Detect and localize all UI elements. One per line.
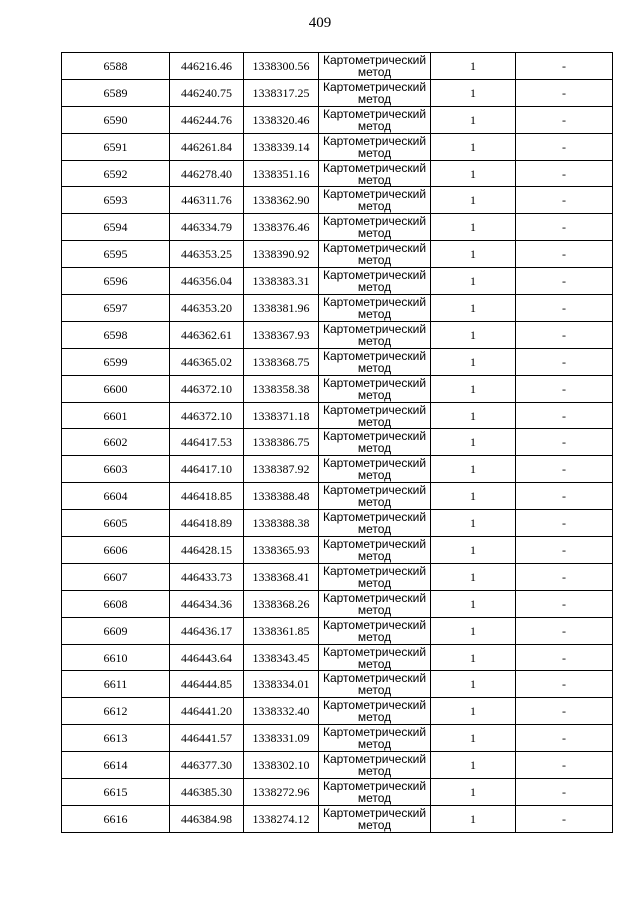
table-row xyxy=(62,483,613,510)
accuracy-cell: 1 xyxy=(431,698,516,725)
method-line-1: Картометрический xyxy=(322,348,427,363)
point-number-cell: 6589 xyxy=(62,79,170,106)
method-line-2: метод xyxy=(357,172,392,187)
x-coordinate-cell: 446353.25 xyxy=(170,241,244,268)
accuracy-cell: 1 xyxy=(431,402,516,429)
y-coordinate-cell: 1338332.40 xyxy=(244,698,319,725)
method-cell xyxy=(319,429,431,456)
accuracy-cell: 1 xyxy=(431,348,516,375)
point-number-cell: 6610 xyxy=(62,644,170,671)
method-line-1: Картометрический xyxy=(322,483,427,498)
y-coordinate-cell: 1338368.75 xyxy=(244,348,319,375)
y-coordinate-cell: 1338358.38 xyxy=(244,375,319,402)
x-coordinate-cell: 446418.89 xyxy=(170,510,244,537)
table-row xyxy=(62,725,613,752)
method-line-1: Картометрический xyxy=(322,187,427,202)
x-coordinate-cell: 446428.15 xyxy=(170,537,244,564)
x-coordinate-cell: 446372.10 xyxy=(170,375,244,402)
description-cell: - xyxy=(516,187,613,214)
point-number-cell: 6608 xyxy=(62,590,170,617)
method-line-2: метод xyxy=(357,548,392,563)
method-line-1: Картометрический xyxy=(322,241,427,256)
method-cell xyxy=(319,268,431,295)
point-number-cell: 6602 xyxy=(62,429,170,456)
method-line-1: Картометрический xyxy=(322,214,427,229)
description-cell: - xyxy=(516,429,613,456)
method-line-2: метод xyxy=(357,64,392,79)
point-number-cell: 6590 xyxy=(62,106,170,133)
accuracy-cell: 1 xyxy=(431,241,516,268)
description-cell: - xyxy=(516,295,613,322)
accuracy-cell: 1 xyxy=(431,537,516,564)
x-coordinate-cell: 446444.85 xyxy=(170,671,244,698)
x-coordinate-cell: 446362.61 xyxy=(170,321,244,348)
y-coordinate-cell: 1338383.31 xyxy=(244,268,319,295)
description-cell: - xyxy=(516,160,613,187)
point-number-cell: 6603 xyxy=(62,456,170,483)
description-cell: - xyxy=(516,402,613,429)
table-row xyxy=(62,779,613,806)
description-cell: - xyxy=(516,348,613,375)
y-coordinate-cell: 1338331.09 xyxy=(244,725,319,752)
description-cell: - xyxy=(516,483,613,510)
table-row xyxy=(62,563,613,590)
method-cell xyxy=(319,106,431,133)
method-cell xyxy=(319,133,431,160)
accuracy-cell: 1 xyxy=(431,160,516,187)
y-coordinate-cell: 1338362.90 xyxy=(244,187,319,214)
description-cell: - xyxy=(516,456,613,483)
table-row xyxy=(62,160,613,187)
method-line-2: метод xyxy=(357,91,392,106)
description-cell: - xyxy=(516,268,613,295)
description-cell: - xyxy=(516,779,613,806)
method-cell xyxy=(319,590,431,617)
point-number-cell: 6614 xyxy=(62,752,170,779)
method-line-2: метод xyxy=(357,790,392,805)
method-line-1: Картометрический xyxy=(322,778,427,793)
accuracy-cell: 1 xyxy=(431,106,516,133)
method-cell xyxy=(319,537,431,564)
description-cell: - xyxy=(516,106,613,133)
table-row xyxy=(62,106,613,133)
x-coordinate-cell: 446311.76 xyxy=(170,187,244,214)
method-cell xyxy=(319,698,431,725)
method-cell xyxy=(319,348,431,375)
x-coordinate-cell: 446441.20 xyxy=(170,698,244,725)
y-coordinate-cell: 1338339.14 xyxy=(244,133,319,160)
method-line-2: метод xyxy=(357,333,392,348)
y-coordinate-cell: 1338390.92 xyxy=(244,241,319,268)
y-coordinate-cell: 1338320.46 xyxy=(244,106,319,133)
method-cell xyxy=(319,725,431,752)
method-line-2: метод xyxy=(357,575,392,590)
table-row xyxy=(62,537,613,564)
method-line-2: метод xyxy=(357,710,392,725)
table-row xyxy=(62,456,613,483)
table-row xyxy=(62,671,613,698)
table-row xyxy=(62,53,613,80)
method-line-1: Картометрический xyxy=(322,698,427,713)
y-coordinate-cell: 1338272.96 xyxy=(244,779,319,806)
point-number-cell: 6594 xyxy=(62,214,170,241)
accuracy-cell: 1 xyxy=(431,187,516,214)
y-coordinate-cell: 1338386.75 xyxy=(244,429,319,456)
x-coordinate-cell: 446240.75 xyxy=(170,79,244,106)
point-number-cell: 6598 xyxy=(62,321,170,348)
table-row xyxy=(62,375,613,402)
x-coordinate-cell: 446443.64 xyxy=(170,644,244,671)
x-coordinate-cell: 446372.10 xyxy=(170,402,244,429)
method-line-1: Картометрический xyxy=(322,510,427,525)
method-cell xyxy=(319,53,431,80)
x-coordinate-cell: 446417.10 xyxy=(170,456,244,483)
accuracy-cell: 1 xyxy=(431,725,516,752)
point-number-cell: 6600 xyxy=(62,375,170,402)
y-coordinate-cell: 1338388.38 xyxy=(244,510,319,537)
method-line-2: метод xyxy=(357,602,392,617)
page-number: 409 xyxy=(308,15,332,31)
method-line-2: метод xyxy=(357,495,392,510)
x-coordinate-cell: 446433.73 xyxy=(170,563,244,590)
accuracy-cell: 1 xyxy=(431,617,516,644)
y-coordinate-cell: 1338334.01 xyxy=(244,671,319,698)
table-row xyxy=(62,241,613,268)
y-coordinate-cell: 1338343.45 xyxy=(244,644,319,671)
y-coordinate-cell: 1338376.46 xyxy=(244,214,319,241)
method-cell xyxy=(319,79,431,106)
table-row xyxy=(62,590,613,617)
y-coordinate-cell: 1338365.93 xyxy=(244,537,319,564)
y-coordinate-cell: 1338371.18 xyxy=(244,402,319,429)
x-coordinate-cell: 446441.57 xyxy=(170,725,244,752)
description-cell: - xyxy=(516,617,613,644)
x-coordinate-cell: 446434.36 xyxy=(170,590,244,617)
method-line-2: метод xyxy=(357,629,392,644)
method-line-1: Картометрический xyxy=(322,375,427,390)
point-number-cell: 6592 xyxy=(62,160,170,187)
x-coordinate-cell: 446278.40 xyxy=(170,160,244,187)
description-cell: - xyxy=(516,375,613,402)
method-cell xyxy=(319,617,431,644)
point-number-cell: 6607 xyxy=(62,563,170,590)
method-line-1: Картометрический xyxy=(322,563,427,578)
description-cell: - xyxy=(516,644,613,671)
description-cell: - xyxy=(516,510,613,537)
method-cell xyxy=(319,671,431,698)
accuracy-cell: 1 xyxy=(431,671,516,698)
point-number-cell: 6588 xyxy=(62,53,170,80)
point-number-cell: 6604 xyxy=(62,483,170,510)
method-line-2: метод xyxy=(357,414,392,429)
method-line-2: метод xyxy=(357,764,392,779)
point-number-cell: 6591 xyxy=(62,133,170,160)
table-row xyxy=(62,805,613,832)
description-cell: - xyxy=(516,752,613,779)
point-number-cell: 6601 xyxy=(62,402,170,429)
point-number-cell: 6593 xyxy=(62,187,170,214)
y-coordinate-cell: 1338368.26 xyxy=(244,590,319,617)
description-cell: - xyxy=(516,321,613,348)
y-coordinate-cell: 1338351.16 xyxy=(244,160,319,187)
method-line-1: Картометрический xyxy=(322,294,427,309)
point-number-cell: 6605 xyxy=(62,510,170,537)
method-line-1: Картометрический xyxy=(322,429,427,444)
method-line-2: метод xyxy=(357,253,392,268)
y-coordinate-cell: 1338302.10 xyxy=(244,752,319,779)
x-coordinate-cell: 446417.53 xyxy=(170,429,244,456)
method-line-1: Картометрический xyxy=(322,671,427,686)
accuracy-cell: 1 xyxy=(431,429,516,456)
method-line-1: Картометрический xyxy=(322,106,427,121)
method-line-1: Картометрический xyxy=(322,268,427,283)
accuracy-cell: 1 xyxy=(431,456,516,483)
method-line-1: Картометрический xyxy=(322,725,427,740)
table-row xyxy=(62,214,613,241)
y-coordinate-cell: 1338381.96 xyxy=(244,295,319,322)
point-number-cell: 6597 xyxy=(62,295,170,322)
method-cell xyxy=(319,214,431,241)
method-line-2: метод xyxy=(357,683,392,698)
description-cell: - xyxy=(516,698,613,725)
method-line-2: метод xyxy=(357,441,392,456)
method-line-1: Картометрический xyxy=(322,752,427,767)
accuracy-cell: 1 xyxy=(431,133,516,160)
x-coordinate-cell: 446384.98 xyxy=(170,805,244,832)
method-line-2: метод xyxy=(357,387,392,402)
method-cell xyxy=(319,375,431,402)
coordinates-table xyxy=(61,52,613,833)
method-line-1: Картометрический xyxy=(322,590,427,605)
table-row xyxy=(62,79,613,106)
method-line-2: метод xyxy=(357,360,392,375)
table-row xyxy=(62,133,613,160)
method-line-2: метод xyxy=(357,280,392,295)
description-cell: - xyxy=(516,725,613,752)
point-number-cell: 6615 xyxy=(62,779,170,806)
method-cell xyxy=(319,563,431,590)
method-line-1: Картометрический xyxy=(322,79,427,94)
accuracy-cell: 1 xyxy=(431,590,516,617)
method-line-2: метод xyxy=(357,468,392,483)
method-cell xyxy=(319,402,431,429)
x-coordinate-cell: 446353.20 xyxy=(170,295,244,322)
accuracy-cell: 1 xyxy=(431,563,516,590)
accuracy-cell: 1 xyxy=(431,53,516,80)
y-coordinate-cell: 1338368.41 xyxy=(244,563,319,590)
table-row xyxy=(62,187,613,214)
y-coordinate-cell: 1338388.48 xyxy=(244,483,319,510)
point-number-cell: 6606 xyxy=(62,537,170,564)
x-coordinate-cell: 446244.76 xyxy=(170,106,244,133)
method-line-1: Картометрический xyxy=(322,160,427,175)
method-line-1: Картометрический xyxy=(322,133,427,148)
method-cell xyxy=(319,187,431,214)
method-line-2: метод xyxy=(357,656,392,671)
accuracy-cell: 1 xyxy=(431,805,516,832)
point-number-cell: 6596 xyxy=(62,268,170,295)
accuracy-cell: 1 xyxy=(431,779,516,806)
table-row xyxy=(62,752,613,779)
point-number-cell: 6613 xyxy=(62,725,170,752)
method-line-1: Картометрический xyxy=(322,644,427,659)
accuracy-cell: 1 xyxy=(431,214,516,241)
description-cell: - xyxy=(516,79,613,106)
y-coordinate-cell: 1338274.12 xyxy=(244,805,319,832)
accuracy-cell: 1 xyxy=(431,79,516,106)
x-coordinate-cell: 446418.85 xyxy=(170,483,244,510)
method-line-1: Картометрический xyxy=(322,456,427,471)
description-cell: - xyxy=(516,53,613,80)
method-line-2: метод xyxy=(357,522,392,537)
table-row xyxy=(62,644,613,671)
method-cell xyxy=(319,510,431,537)
x-coordinate-cell: 446436.17 xyxy=(170,617,244,644)
point-number-cell: 6595 xyxy=(62,241,170,268)
method-line-1: Картометрический xyxy=(322,536,427,551)
method-cell xyxy=(319,805,431,832)
method-cell xyxy=(319,241,431,268)
description-cell: - xyxy=(516,241,613,268)
method-line-2: метод xyxy=(357,226,392,241)
description-cell: - xyxy=(516,537,613,564)
accuracy-cell: 1 xyxy=(431,268,516,295)
description-cell: - xyxy=(516,590,613,617)
table-row xyxy=(62,321,613,348)
x-coordinate-cell: 446334.79 xyxy=(170,214,244,241)
point-number-cell: 6599 xyxy=(62,348,170,375)
point-number-cell: 6611 xyxy=(62,671,170,698)
description-cell: - xyxy=(516,214,613,241)
table-body xyxy=(62,53,613,833)
accuracy-cell: 1 xyxy=(431,752,516,779)
point-number-cell: 6616 xyxy=(62,805,170,832)
table-row xyxy=(62,429,613,456)
accuracy-cell: 1 xyxy=(431,644,516,671)
method-line-1: Картометрический xyxy=(322,402,427,417)
method-line-2: метод xyxy=(357,306,392,321)
table-row xyxy=(62,295,613,322)
method-line-1: Картометрический xyxy=(322,805,427,820)
accuracy-cell: 1 xyxy=(431,510,516,537)
x-coordinate-cell: 446261.84 xyxy=(170,133,244,160)
method-cell xyxy=(319,644,431,671)
method-line-1: Картометрический xyxy=(322,617,427,632)
table-row xyxy=(62,348,613,375)
y-coordinate-cell: 1338387.92 xyxy=(244,456,319,483)
point-number-cell: 6609 xyxy=(62,617,170,644)
accuracy-cell: 1 xyxy=(431,483,516,510)
accuracy-cell: 1 xyxy=(431,295,516,322)
table-row xyxy=(62,268,613,295)
method-line-2: метод xyxy=(357,737,392,752)
method-cell xyxy=(319,160,431,187)
table-row xyxy=(62,402,613,429)
accuracy-cell: 1 xyxy=(431,375,516,402)
x-coordinate-cell: 446385.30 xyxy=(170,779,244,806)
x-coordinate-cell: 446365.02 xyxy=(170,348,244,375)
table-row xyxy=(62,510,613,537)
method-line-2: метод xyxy=(357,118,392,133)
method-cell xyxy=(319,483,431,510)
method-line-2: метод xyxy=(357,145,392,160)
method-line-1: Картометрический xyxy=(322,321,427,336)
method-cell xyxy=(319,752,431,779)
method-line-2: метод xyxy=(357,817,392,832)
x-coordinate-cell: 446377.30 xyxy=(170,752,244,779)
method-line-2: метод xyxy=(357,199,392,214)
description-cell: - xyxy=(516,133,613,160)
method-cell xyxy=(319,456,431,483)
method-cell xyxy=(319,779,431,806)
point-number-cell: 6612 xyxy=(62,698,170,725)
method-line-1: Картометрический xyxy=(322,52,427,67)
method-cell xyxy=(319,295,431,322)
table-row xyxy=(62,698,613,725)
y-coordinate-cell: 1338317.25 xyxy=(244,79,319,106)
method-cell xyxy=(319,321,431,348)
table-row xyxy=(62,617,613,644)
description-cell: - xyxy=(516,563,613,590)
x-coordinate-cell: 446216.46 xyxy=(170,53,244,80)
description-cell: - xyxy=(516,671,613,698)
x-coordinate-cell: 446356.04 xyxy=(170,268,244,295)
description-cell: - xyxy=(516,805,613,832)
y-coordinate-cell: 1338367.93 xyxy=(244,321,319,348)
accuracy-cell: 1 xyxy=(431,321,516,348)
y-coordinate-cell: 1338361.85 xyxy=(244,617,319,644)
y-coordinate-cell: 1338300.56 xyxy=(244,53,319,80)
